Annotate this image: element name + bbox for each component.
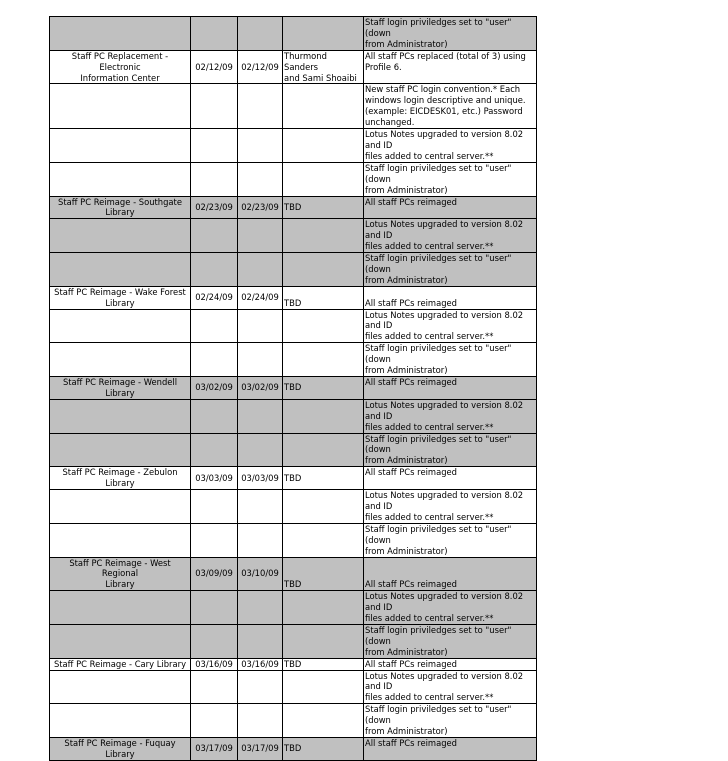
end-date-cell [238, 17, 283, 51]
project-cell [50, 624, 191, 658]
notes-cell: All staff PCs reimaged [364, 286, 537, 309]
notes-cell: Staff login priviledges set to "user" (down from Administrator) [364, 17, 537, 51]
notes-cell: All staff PCs replaced (total of 3) using Profile 6. [364, 50, 537, 84]
end-date-cell: 03/17/09 [238, 738, 283, 761]
start-date-cell: 03/03/09 [191, 467, 238, 490]
start-date-cell: 03/16/09 [191, 658, 238, 670]
notes-cell: Staff login priviledges set to "user" (down from Administrator) [364, 704, 537, 738]
notes-cell: All staff PCs reimaged [364, 658, 537, 670]
end-date-cell [238, 309, 283, 343]
notes-cell: Staff login priviledges set to "user" (down from Administrator) [364, 343, 537, 377]
end-date-cell: 03/10/09 [238, 557, 283, 591]
start-date-cell [191, 624, 238, 658]
table-row [50, 624, 537, 658]
notes-cell: Staff login priviledges set to "user" (down from Administrator) [364, 433, 537, 467]
table-row [50, 219, 537, 253]
end-date-cell: 02/12/09 [238, 50, 283, 84]
staff-cell [283, 129, 364, 163]
table-row [50, 17, 537, 51]
end-date-cell: 03/16/09 [238, 658, 283, 670]
staff-cell [283, 591, 364, 625]
notes-cell: Lotus Notes upgraded to version 8.02 and ID files added to central server.** [364, 309, 537, 343]
end-date-cell [238, 591, 283, 625]
staff-cell: TBD [283, 286, 364, 309]
notes-cell: Lotus Notes upgraded to version 8.02 and ID files added to central server.** [364, 129, 537, 163]
notes-cell: Staff login priviledges set to "user" (down from Administrator) [364, 624, 537, 658]
table-row [50, 377, 537, 400]
notes-cell: Staff login priviledges set to "user" (down from Administrator) [364, 523, 537, 557]
staff-cell: TBD [283, 658, 364, 670]
staff-cell: TBD [283, 196, 364, 219]
table-row [50, 591, 537, 625]
end-date-cell [238, 84, 283, 129]
end-date-cell [238, 162, 283, 196]
project-cell [50, 523, 191, 557]
start-date-cell: 02/23/09 [191, 196, 238, 219]
notes-cell: Lotus Notes upgraded to version 8.02 and ID files added to central server.** [364, 219, 537, 253]
project-cell [50, 704, 191, 738]
end-date-cell: 03/02/09 [238, 377, 283, 400]
staff-cell [283, 219, 364, 253]
table-row [50, 50, 537, 84]
end-date-cell: 02/23/09 [238, 196, 283, 219]
start-date-cell [191, 84, 238, 129]
staff-cell [283, 343, 364, 377]
staff-cell [283, 433, 364, 467]
staff-cell [283, 624, 364, 658]
table-row [50, 704, 537, 738]
notes-cell: All staff PCs reimaged [364, 738, 537, 761]
start-date-cell: 02/12/09 [191, 50, 238, 84]
project-cell: Staff PC Reimage - Fuquay Library [50, 738, 191, 761]
end-date-cell [238, 624, 283, 658]
notes-cell: Staff login priviledges set to "user" (down from Administrator) [364, 162, 537, 196]
project-cell [50, 219, 191, 253]
table-row [50, 467, 537, 490]
start-date-cell [191, 17, 238, 51]
table-row [50, 523, 537, 557]
staff-cell [283, 309, 364, 343]
start-date-cell [191, 162, 238, 196]
table-body [50, 17, 537, 761]
notes-cell: All staff PCs reimaged [364, 196, 537, 219]
end-date-cell: 02/24/09 [238, 286, 283, 309]
table-row [50, 557, 537, 591]
staff-cell [283, 490, 364, 524]
end-date-cell [238, 433, 283, 467]
staff-cell: TBD [283, 467, 364, 490]
project-cell [50, 343, 191, 377]
project-cell [50, 309, 191, 343]
table-row [50, 129, 537, 163]
staff-cell [283, 399, 364, 433]
project-cell: Staff PC Reimage - Wendell Library [50, 377, 191, 400]
start-date-cell: 03/17/09 [191, 738, 238, 761]
table-row [50, 658, 537, 670]
notes-cell: Lotus Notes upgraded to version 8.02 and ID files added to central server.** [364, 490, 537, 524]
staff-cell [283, 17, 364, 51]
start-date-cell [191, 343, 238, 377]
start-date-cell [191, 399, 238, 433]
staff-cell [283, 704, 364, 738]
start-date-cell [191, 670, 238, 704]
table-row [50, 738, 537, 761]
staff-cell [283, 523, 364, 557]
staff-cell: Thurmond Sanders and Sami Shoaibi [283, 50, 364, 84]
table-row [50, 84, 537, 129]
start-date-cell [191, 309, 238, 343]
table-row [50, 309, 537, 343]
project-cell: Staff PC Reimage - West Regional Library [50, 557, 191, 591]
notes-cell: All staff PCs reimaged [364, 557, 537, 591]
project-cell: Staff PC Reimage - Southgate Library [50, 196, 191, 219]
start-date-cell: 03/02/09 [191, 377, 238, 400]
end-date-cell [238, 343, 283, 377]
project-cell: Staff PC Reimage - Wake Forest Library [50, 286, 191, 309]
staff-cell [283, 670, 364, 704]
project-log-table [49, 16, 537, 761]
end-date-cell [238, 490, 283, 524]
notes-cell: Lotus Notes upgraded to version 8.02 and ID files added to central server.** [364, 591, 537, 625]
notes-cell: Lotus Notes upgraded to version 8.02 and ID files added to central server.** [364, 399, 537, 433]
start-date-cell [191, 704, 238, 738]
end-date-cell [238, 129, 283, 163]
project-cell [50, 253, 191, 287]
start-date-cell: 03/09/09 [191, 557, 238, 591]
end-date-cell [238, 523, 283, 557]
start-date-cell [191, 591, 238, 625]
start-date-cell [191, 490, 238, 524]
start-date-cell [191, 433, 238, 467]
table-row [50, 399, 537, 433]
table-row [50, 670, 537, 704]
project-cell [50, 84, 191, 129]
notes-cell: Lotus Notes upgraded to version 8.02 and ID files added to central server.** [364, 670, 537, 704]
project-cell [50, 129, 191, 163]
start-date-cell [191, 129, 238, 163]
project-cell [50, 490, 191, 524]
start-date-cell [191, 523, 238, 557]
notes-cell: New staff PC login convention.* Each windows login descriptive and unique. (example: EICDESK01, etc.) Password unchanged. [364, 84, 537, 129]
table-row [50, 343, 537, 377]
notes-cell: All staff PCs reimaged [364, 377, 537, 400]
project-cell [50, 17, 191, 51]
staff-cell [283, 162, 364, 196]
start-date-cell [191, 219, 238, 253]
staff-cell: TBD [283, 557, 364, 591]
project-cell [50, 162, 191, 196]
project-cell [50, 433, 191, 467]
table-row [50, 286, 537, 309]
table-row [50, 196, 537, 219]
start-date-cell: 02/24/09 [191, 286, 238, 309]
project-cell [50, 591, 191, 625]
end-date-cell [238, 670, 283, 704]
table-row [50, 253, 537, 287]
end-date-cell [238, 253, 283, 287]
project-cell [50, 399, 191, 433]
staff-cell: TBD [283, 377, 364, 400]
notes-cell: Staff login priviledges set to "user" (down from Administrator) [364, 253, 537, 287]
staff-cell: TBD [283, 738, 364, 761]
end-date-cell [238, 219, 283, 253]
project-cell: Staff PC Replacement - Electronic Information Center [50, 50, 191, 84]
project-cell [50, 670, 191, 704]
end-date-cell [238, 399, 283, 433]
table-row [50, 490, 537, 524]
table-row [50, 433, 537, 467]
end-date-cell [238, 704, 283, 738]
project-cell: Staff PC Reimage - Cary Library [50, 658, 191, 670]
notes-cell: All staff PCs reimaged [364, 467, 537, 490]
start-date-cell [191, 253, 238, 287]
staff-cell [283, 253, 364, 287]
project-cell: Staff PC Reimage - Zebulon Library [50, 467, 191, 490]
table-row [50, 162, 537, 196]
end-date-cell: 03/03/09 [238, 467, 283, 490]
staff-cell [283, 84, 364, 129]
